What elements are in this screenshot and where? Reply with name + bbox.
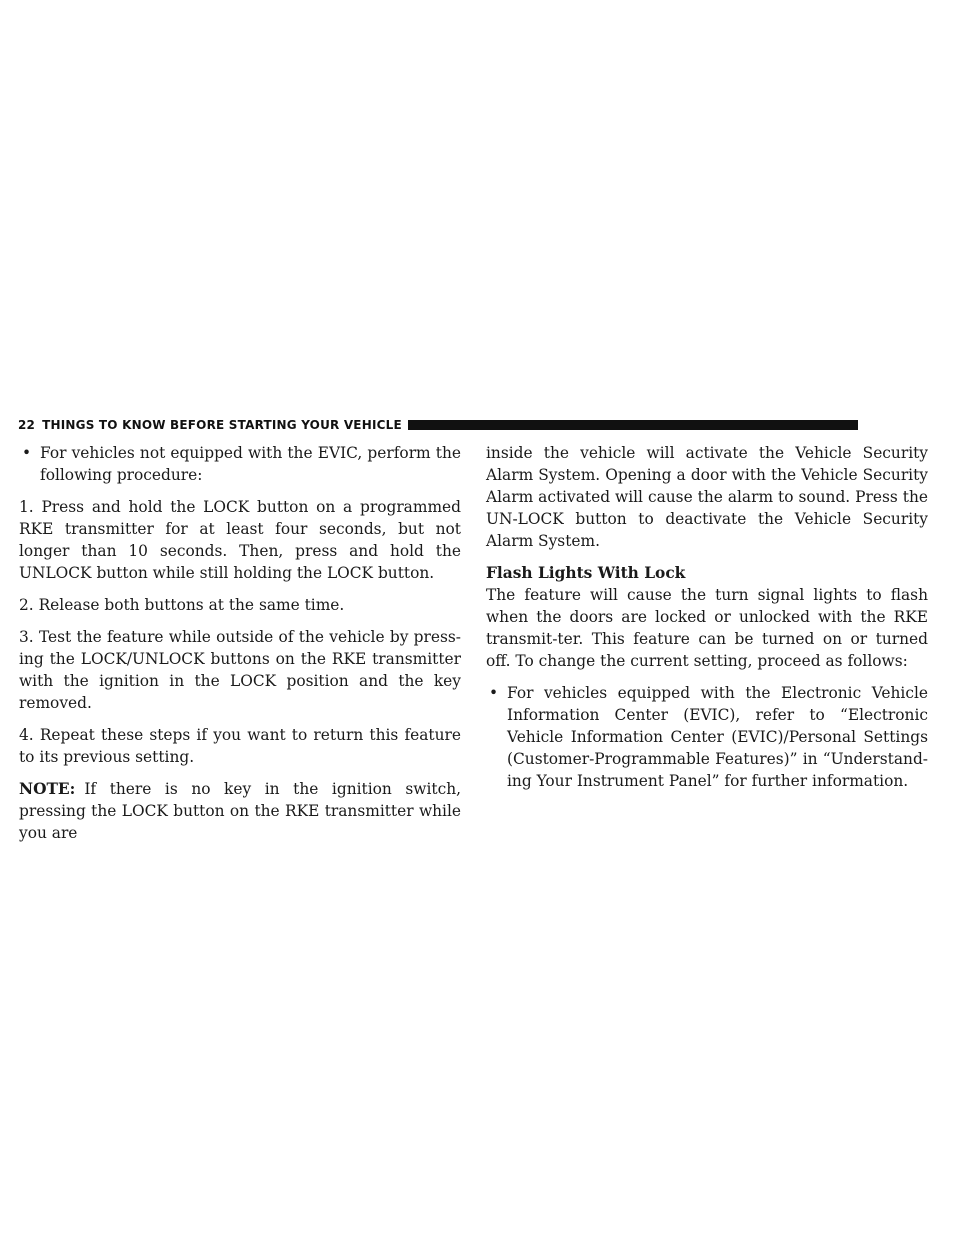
step-3: 3. Test the feature while outside of the vehicle by press-ing the LOCK/UNLOCK buttons on the RKE transmitter with the ignition in the LOCK position and the key removed. bbox=[19, 628, 461, 712]
note-text: If there is no key in the ignition switch, pressing the LOCK button on the RKE transmitter while you are bbox=[19, 780, 461, 842]
subheading: Flash Lights With Lock bbox=[486, 564, 686, 582]
step-2: 2. Release both buttons at the same time. bbox=[19, 596, 345, 614]
left-column bbox=[19, 442, 461, 854]
bullet-icon: • bbox=[22, 444, 32, 462]
header-rule bbox=[408, 420, 858, 430]
section-title: THINGS TO KNOW BEFORE STARTING YOUR VEHICLE bbox=[42, 418, 402, 432]
step-4: 4. Repeat these steps if you want to return this feature to its previous setting. bbox=[19, 726, 461, 766]
bullet-icon: • bbox=[489, 684, 499, 702]
page-header bbox=[18, 417, 858, 433]
right-column bbox=[486, 442, 928, 802]
bullet-item bbox=[486, 682, 928, 792]
body-paragraph: The feature will cause the turn signal lights to flash when the doors are locked or unlocked with the RKE transmit-ter. This feature can be turned on or turned off. To change the current setting, proceed as follows: bbox=[486, 586, 928, 670]
note-label: NOTE: bbox=[19, 780, 76, 798]
note bbox=[19, 778, 461, 844]
bullet-text: For vehicles not equipped with the EVIC, perform the following procedure: bbox=[40, 444, 461, 484]
bullet-text: For vehicles equipped with the Electronic Vehicle Information Center (EVIC), refer to “Electronic Vehicle Information Center (EVIC)/Personal Settings (Customer-Programmable Features)” in “Understand-ing Your Instrument Panel” for further information. bbox=[507, 684, 928, 790]
continuation-paragraph: inside the vehicle will activate the Vehicle Security Alarm System. Opening a door with the Vehicle Security Alarm activated will cause the alarm to sound. Press the UN-LOCK button to deactivate the Vehicle Security Alarm System. bbox=[486, 444, 928, 550]
bullet-item bbox=[19, 442, 461, 486]
page-number: 22 bbox=[18, 418, 36, 432]
step-1: 1. Press and hold the LOCK button on a programmed RKE transmitter for at least four seconds, but not longer than 10 seconds. Then, press and hold the UNLOCK button while still holding the LOCK button. bbox=[19, 498, 461, 582]
